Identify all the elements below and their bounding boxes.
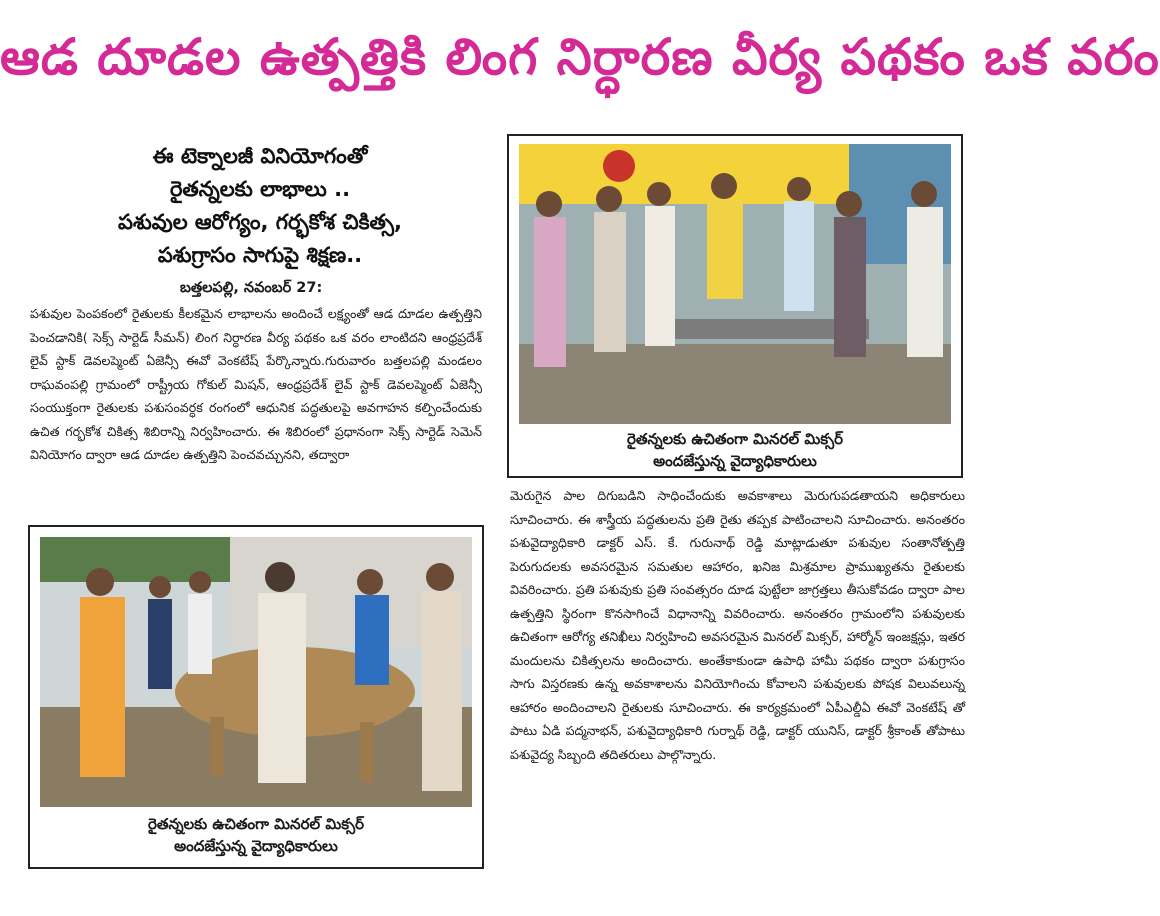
photo-bottom-caption [30, 813, 482, 857]
farmers-photo-graphic [519, 144, 951, 424]
article-body-left: పశువుల పెంపకంలో రైతులకు కీలకమైన లాభాలను అందించే లక్ష్యంతో ఆడ దూడల ఉత్పత్తిని పెంచడానికి( సెక్స్ సార్టెడ్ సీమన్) లింగ నిర్ధారణ వీర్య పథకం ఒక వరం లాంటిదని ఆంధ్రప్రదేశ్ లైవ్ స్టాక్ డెవలప్మెంట్ ఏజెన్సీ ఈవో వెంకటేష్ పేర్కొన్నారు.గురువారం బత్తలపల్లి మండలం రాఘవంపల్లి గ్రామంలో రాష్ట్రీయ గోకుల్ మిషన్, ఆంధ్రప్రదేశ్ లైవ్ స్టాక్ డెవలప్మెంట్ ఏజెన్సీ సంయుక్తంగా రైతులకు పశుసంవర్ధక రంగంలో ఆధునిక పద్ధతులపై అవగాహన కల్పించేందుకు ఉచిత గర్భకోశ చికిత్స శిబిరాన్ని నిర్వహించారు. ఈ శిబిరంలో ప్రధానంగా సెక్స్ సార్టెడ్ సెమెన్ వినియోగం ద్వారా ఆడ దూడల ఉత్పత్తిని పెంచవచ్చునని, తద్వారా [30, 306, 482, 462]
photo-bottom-image [40, 537, 472, 807]
photo-top-caption [509, 428, 961, 472]
subheadline-line: పశుగ్రాసం సాగుపై శిక్షణ.. [157, 243, 363, 267]
photo-top-image [519, 144, 951, 424]
caption-line: అందజేస్తున్న వైద్యాధికారులు [653, 452, 817, 470]
headline: ఆడ దూడల ఉత్పత్తికి లింగ నిర్ధారణ వీర్య పథకం ఒక వరం [0, 28, 1160, 86]
subheadline-line: పశువుల ఆరోగ్యం, గర్భకోశ చికిత్స, [118, 210, 402, 234]
subheadline-line: ఈ టెక్నాలజీ వినియోగంతో [152, 144, 368, 168]
photo-bottom [28, 525, 484, 869]
dateline: బత్తలపల్లి, నవంబర్ 27: [180, 280, 323, 296]
article-body-right: మెరుగైన పాల దిగుబడిని సాధించేందుకు అవకాశాలు మెరుగుపడతాయని అధికారులు సూచించారు. ఈ శాస్త్రీయ పద్ధతులను ప్రతి రైతు తప్పక పాటించాలని సూచించారు. అనంతరం పశువైద్యాధికారి డాక్టర్ ఎస్. కే. గురునాథ్ రెడ్డి మాట్లాడుతూ పశువుల సంతానోత్పత్తి పెరుగుదలకు అవసరమైన సమతుల ఆహారం, ఖనిజ మిశ్రమాల ప్రాముఖ్యతను రైతులకు వివరించారు. ప్రతి పశువుకు ప్రతి సంవత్సరం దూడ పుట్టేలా జాగ్రత్తలు తీసుకోవడం ద్వారా పాల ఉత్పత్తిని స్థిరంగా కొనసాగించే విధానాన్ని వివరించారు. అనంతరం గ్రామంలోని పశువులకు ఉచితంగా ఆరోగ్య తనిఖీలు నిర్వహించి అవసరమైన మినరల్ మిక్సర్, హార్మోన్ ఇంజక్షన్లు, ఇతర మందులను చికిత్సలను అందించారు. అంతేకాకుండా ఉపాధి హామీ పథకం ద్వారా పశుగ్రాసం సాగు విస్తరణకు ఉన్న అవకాశాలను వినియోగించు కోవాలని పశువులకు పోషక విలువలున్న ఆహారం అందించాలని రైతులకు సూచించారు. ఈ కార్యక్రమంలో ఏపీఎల్డీఏ ఈవో వెంకటేష్ తో పాటు ఏడి పద్మనాభన్, పశువైద్యాధికారి గుర్నాథ్ రెడ్డి, డాక్టర్ యునిస్, డాక్టర్ శ్రీకాంత్ తోపాటు పశువైద్య సిబ్బంది తదితరులు పాల్గొన్నారు. [510, 488, 965, 762]
photo-top [507, 134, 963, 478]
caption-line: రైతన్నలకు ఉచితంగా మినరల్ మిక్సర్ [147, 815, 365, 833]
subheadline [40, 140, 480, 272]
subheadline-line: రైతన్నలకు లాభాలు .. [169, 177, 351, 201]
caption-line: అందజేస్తున్న వైద్యాధికారులు [174, 837, 338, 855]
cattle-checkup-photo-graphic [40, 537, 472, 807]
caption-line: రైతన్నలకు ఉచితంగా మినరల్ మిక్సర్ [626, 430, 844, 448]
